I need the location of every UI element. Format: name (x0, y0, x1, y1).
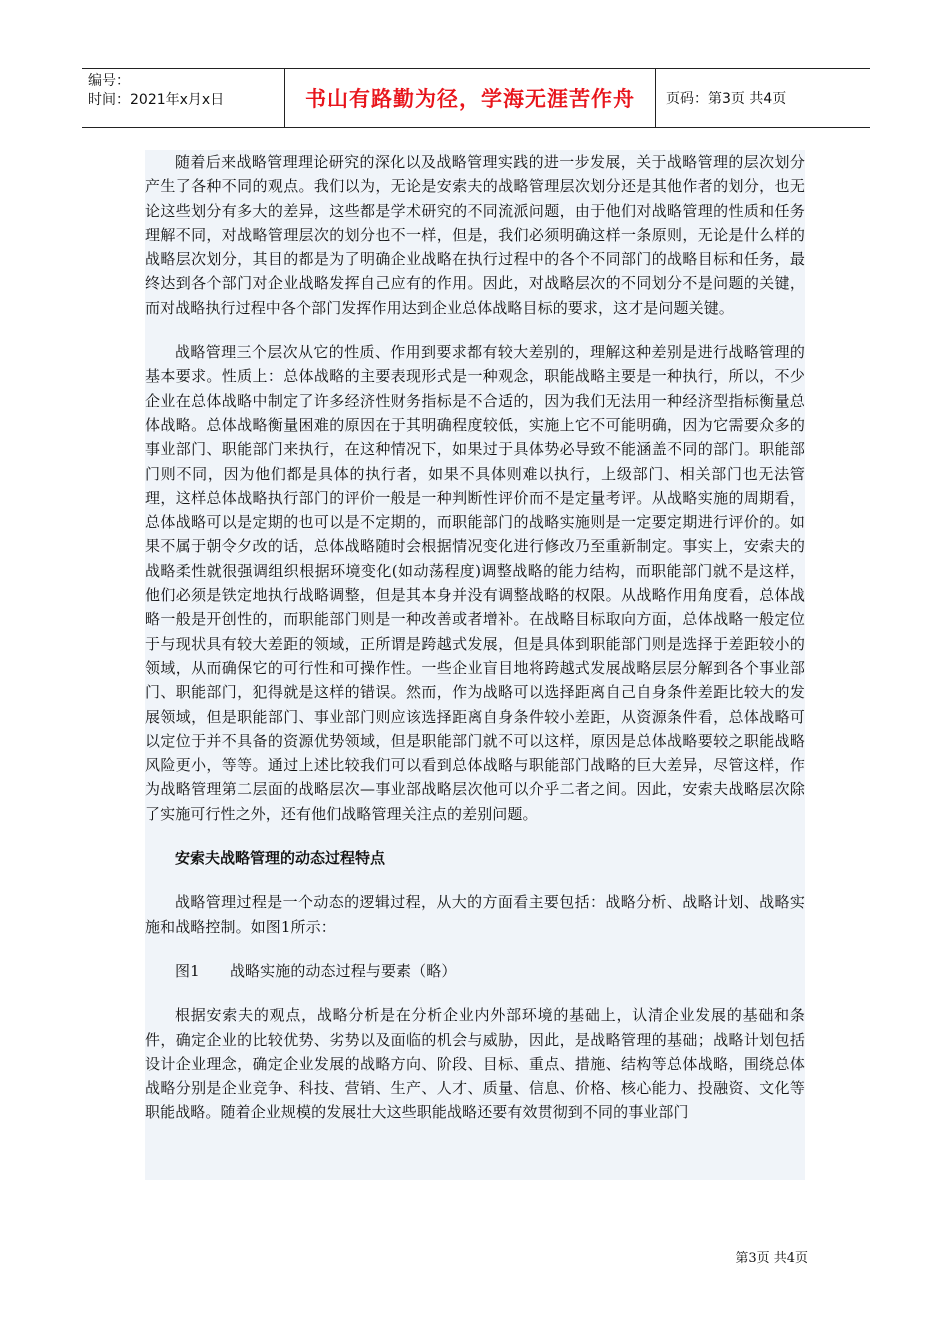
page-header (82, 68, 870, 128)
header-meta (82, 69, 284, 127)
paragraph-1: 随着后来战略管理理论研究的深化以及战略管理实践的进一步发展，关于战略管理的层次划分产生了各种不同的观点。我们以为，无论是安索夫的战略管理层次划分还是其他作者的划分，也无论这些划分有多大的差异，这些都是学术研究的不同流派问题，由于他们对战略管理的性质和任务理解不同，对战略管理层次的划分也不一样，但是，我们必须明确这样一条原则，无论是什么样的战略层次划分，其目的都是为了明确企业战略在执行过程中的各个不同部门的战略目标和任务，最终达到各个部门对企业战略发挥自己应有的作用。因此，对战略层次的不同划分不是问题的关键，而对战略执行过程中各个部门发挥作用达到企业总体战略目标的要求，这才是问题关键。 (145, 153, 805, 317)
document-number-label: 编号： (88, 73, 130, 89)
header-page-info: 页码：第3页 共4页 (666, 91, 787, 107)
header-motto: 书山有路勤为径，学海无涯苦作舟 (305, 87, 635, 111)
header-page-info-cell (656, 69, 870, 127)
section-heading: 安索夫战略管理的动态过程特点 (175, 849, 386, 868)
document-body (145, 150, 805, 1180)
header-motto-cell (284, 69, 656, 127)
page-footer: 第3页 共4页 (735, 1251, 808, 1266)
paragraph-2: 战略管理三个层次从它的性质、作用到要求都有较大差别的，理解这种差别是进行战略管理的基本要求。性质上：总体战略的主要表现形式是一种观念，职能战略主要是一种执行，所以，不少企业在总体战略中制定了许多经济性财务指标是不合适的，因为我们无法用一种经济型指标衡量总体战略。总体战略衡量困难的原因在于其明确程度较低，实施上它不可能明确，因为它需要众多的事业部门、职能部门来执行，在这种情况下，如果过于具体势必导致不能涵盖不同的部门。职能部门则不同，因为他们都是具体的执行者，如果不具体则难以执行，上级部门、相关部门也无法管理，这样总体战略执行部门的评价一般是一种判断性评价而不是定量考评。从战略实施的周期看，总体战略可以是定期的也可以是不定期的，而职能部门的战略实施则是一定要定期进行评价的。如果不属于朝令夕改的话，总体战略随时会根据情况变化进行修改乃至重新制定。事实上，安索夫的战略柔性就很强调组织根据环境变化(如动荡程度)调整战略的能力结构，而职能部门就不是这样，他们必须是铁定地执行战略调整，但是其本身并没有调整战略的权限。从战略作用角度看，总体战略一般是开创性的，而职能部门则是一种改善或者增补。在战略目标取向方面，总体战略一般定位于与现状具有较大差距的领域，正所谓是跨越式发展，但是具体到职能部门则是选择于差距较小的领域，从而确保它的可行性和可操作性。一些企业盲目地将跨越式发展战略层层分解到各个事业部门、职能部门，犯得就是这样的错误。然而，作为战略可以选择距离自己自身条件差距比较大的发展领域，但是职能部门、事业部门则应该选择距离自身条件较小差距，从资源条件看，总体战略可以定位于并不具备的资源优势领域，但是职能部门就不可以这样，原因是总体战略要较之职能战略风险更小，等等。通过上述比较我们可以看到总体战略与职能部门战略的巨大差异，尽管这样，作为战略管理第二层面的战略层次—事业部战略层次他可以介乎二者之间。因此，安索夫战略层次除了实施可行性之外，还有他们战略管理关注点的差别问题。 (145, 343, 805, 823)
figure-caption: 图1 战略实施的动态过程与要素（略） (175, 961, 457, 980)
document-date: 时间：2021年x月x日 (88, 92, 225, 108)
paragraph-4: 根据安索夫的观点，战略分析是在分析企业内外部环境的基础上，认清企业发展的基础和条件，确定企业的比较优势、劣势以及面临的机会与威胁，因此，是战略管理的基础；战略计划包括设计企业理念，确定企业发展的战略方向、阶段、目标、重点、措施、结构等总体战略，围绕总体战略分别是企业竞争、科技、营销、生产、人才、质量、信息、价格、核心能力、投融资、文化等职能战略。随着企业规模的发展壮大这些职能战略还要有效贯彻到不同的事业部门 (145, 1006, 805, 1122)
paragraph-3: 战略管理过程是一个动态的逻辑过程，从大的方面看主要包括：战略分析、战略计划、战略实施和战略控制。如图1所示： (145, 893, 805, 936)
